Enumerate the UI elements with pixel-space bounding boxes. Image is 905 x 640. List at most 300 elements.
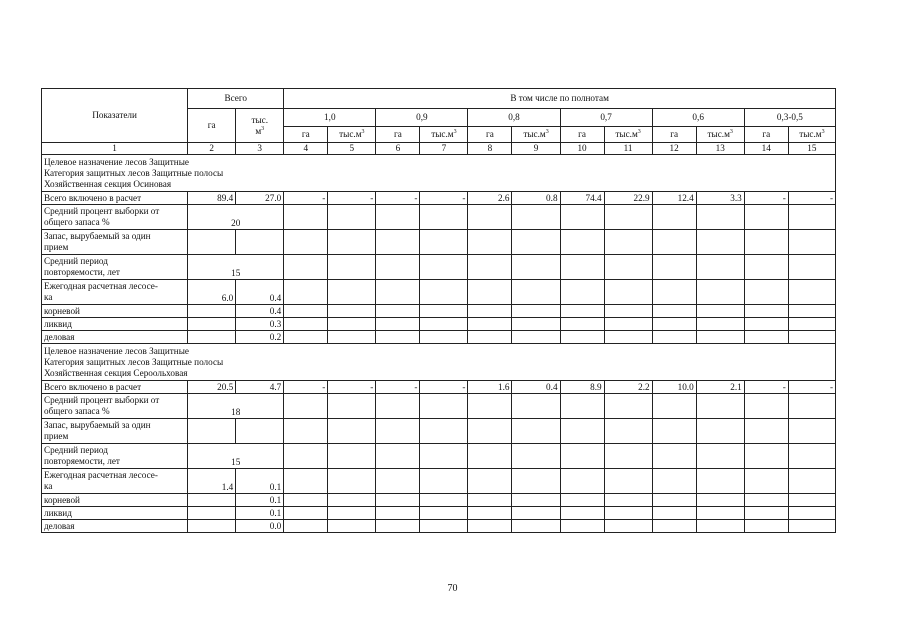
empty-cell: [512, 318, 560, 331]
column-number: 4: [284, 143, 328, 155]
row-label: корневой: [42, 305, 188, 318]
empty-cell: [604, 469, 652, 494]
density-0-9: 0,9: [376, 109, 468, 127]
empty-cell: [560, 318, 604, 331]
row-label: Всего включено в расчет: [42, 192, 188, 205]
empty-cell: [560, 507, 604, 520]
unit-ha: га: [468, 127, 512, 143]
empty-cell: [696, 305, 744, 318]
empty-cell: [744, 331, 788, 344]
section-info-row: [42, 155, 836, 192]
total-value: 2.2: [604, 381, 652, 394]
empty-cell: [512, 394, 560, 419]
empty-cell: [468, 507, 512, 520]
empty-cell: [420, 394, 468, 419]
unit-ha: га: [744, 127, 788, 143]
empty-cell: [788, 520, 835, 533]
empty-cell: [468, 444, 512, 469]
unit-thousand-m3-label: тыс.м: [799, 129, 822, 139]
empty-cell: [468, 331, 512, 344]
empty-cell: [284, 205, 328, 230]
empty-cell: [512, 230, 560, 255]
empty-cell: [284, 331, 328, 344]
empty-cell: [560, 520, 604, 533]
empty-cell: [468, 255, 512, 280]
empty-cell: [376, 444, 420, 469]
unit-ha: га: [560, 127, 604, 143]
unit-thousand-m3: [420, 127, 468, 143]
row-label: [42, 469, 188, 494]
empty-cell: [652, 280, 696, 305]
unit-thousand-m3: [696, 127, 744, 143]
empty-cell: [284, 469, 328, 494]
empty-cell: [560, 280, 604, 305]
header-by-density: В том числе по полнотам: [284, 89, 836, 109]
empty-cell: [420, 520, 468, 533]
empty-cell: [652, 318, 696, 331]
avg-percent-value: 18: [188, 394, 284, 419]
empty-cell: [696, 494, 744, 507]
liquid-row: [42, 318, 836, 331]
empty-cell: [560, 419, 604, 444]
total-value: -: [788, 381, 835, 394]
allowable-cut-table: [41, 88, 836, 533]
empty-cell: [788, 394, 835, 419]
empty-cell: [420, 280, 468, 305]
total-value: 89.4: [188, 192, 236, 205]
empty-cell: [236, 230, 284, 255]
empty-cell: [284, 305, 328, 318]
empty-cell: [512, 469, 560, 494]
empty-cell: [376, 507, 420, 520]
empty-cell: [376, 205, 420, 230]
empty-cell: [376, 230, 420, 255]
total-value: -: [744, 192, 788, 205]
empty-cell: [560, 394, 604, 419]
empty-cell: [696, 331, 744, 344]
empty-cell: [284, 230, 328, 255]
unit-thousand-m3: [604, 127, 652, 143]
empty-cell: [696, 394, 744, 419]
section-info-line: Хозяйственная секция Осиновая: [44, 178, 172, 189]
total-value: -: [420, 381, 468, 394]
empty-cell: [788, 255, 835, 280]
empty-cell: [328, 419, 376, 444]
row-label-line1: Средний период: [44, 445, 108, 455]
unit-thousand-m3: [328, 127, 376, 143]
empty-cell: [420, 331, 468, 344]
empty-cell: [560, 205, 604, 230]
unit-thousand-m3: [512, 127, 560, 143]
empty-cell: [420, 318, 468, 331]
liquid-row: [42, 507, 836, 520]
empty-cell: [328, 280, 376, 305]
total-value: -: [284, 192, 328, 205]
total-included-row: [42, 381, 836, 394]
empty-cell: [788, 205, 835, 230]
empty-cell: [284, 507, 328, 520]
empty-cell: [328, 394, 376, 419]
annual-cut-row: [42, 469, 836, 494]
empty-cell: [560, 469, 604, 494]
business-row: [42, 331, 836, 344]
total-value: -: [788, 192, 835, 205]
empty-cell: [652, 494, 696, 507]
empty-cell: [328, 444, 376, 469]
empty-cell: [468, 419, 512, 444]
empty-cell: [604, 520, 652, 533]
empty-cell: [696, 205, 744, 230]
empty-cell: [376, 469, 420, 494]
empty-cell: [328, 331, 376, 344]
empty-cell: [604, 280, 652, 305]
empty-cell: [604, 305, 652, 318]
liquid-value: 0.3: [236, 318, 284, 331]
total-value: 27.0: [236, 192, 284, 205]
avg-percent-row: [42, 394, 836, 419]
empty-cell: [788, 444, 835, 469]
root-value: 0.4: [236, 305, 284, 318]
empty-cell: [468, 230, 512, 255]
empty-cell: [744, 419, 788, 444]
unit-thousand-m3-label: тыс.м: [431, 129, 454, 139]
empty-cell: [284, 394, 328, 419]
empty-cell: [744, 255, 788, 280]
empty-cell: [696, 507, 744, 520]
column-number: 15: [788, 143, 835, 155]
empty-cell: [376, 318, 420, 331]
empty-cell: [284, 444, 328, 469]
superscript-3: 3: [821, 128, 825, 135]
empty-cell: [376, 331, 420, 344]
column-number: 2: [188, 143, 236, 155]
empty-cell: [512, 520, 560, 533]
empty-cell: [420, 419, 468, 444]
column-number: 6: [376, 143, 420, 155]
total-value: 22.9: [604, 192, 652, 205]
empty-cell: [328, 469, 376, 494]
empty-cell: [744, 507, 788, 520]
row-label-line2: ка: [44, 481, 53, 491]
empty-cell: [328, 255, 376, 280]
row-label: корневой: [42, 494, 188, 507]
stock-per-harvest-row: [42, 419, 836, 444]
total-included-row: [42, 192, 836, 205]
empty-cell: [376, 419, 420, 444]
total-value: 1.6: [468, 381, 512, 394]
header-total-m3-line2: м: [255, 125, 262, 136]
unit-thousand-m3-label: тыс.м: [615, 129, 638, 139]
section-info-line: Категория защитных лесов Защитные полосы: [44, 356, 224, 367]
empty-cell: [512, 444, 560, 469]
empty-cell: [788, 419, 835, 444]
empty-cell: [604, 205, 652, 230]
empty-cell: [236, 419, 284, 444]
empty-cell: [188, 305, 236, 318]
total-value: 0.8: [512, 192, 560, 205]
density-0-8: 0,8: [468, 109, 560, 127]
empty-cell: [512, 419, 560, 444]
empty-cell: [284, 318, 328, 331]
business-value: 0.2: [236, 331, 284, 344]
empty-cell: [744, 230, 788, 255]
total-value: 12.4: [652, 192, 696, 205]
empty-cell: [420, 507, 468, 520]
total-value: 2.6: [468, 192, 512, 205]
empty-cell: [652, 444, 696, 469]
empty-cell: [188, 494, 236, 507]
empty-cell: [788, 230, 835, 255]
empty-cell: [604, 507, 652, 520]
section-info-row: [42, 344, 836, 381]
total-value: -: [376, 381, 420, 394]
column-number: 7: [420, 143, 468, 155]
total-value: 2.1: [696, 381, 744, 394]
empty-cell: [512, 494, 560, 507]
empty-cell: [328, 230, 376, 255]
empty-cell: [560, 331, 604, 344]
row-label: [42, 394, 188, 419]
business-row: [42, 520, 836, 533]
row-label-line2: ка: [44, 292, 53, 302]
empty-cell: [560, 305, 604, 318]
row-label-line2: общего запаса %: [44, 217, 110, 227]
empty-cell: [604, 394, 652, 419]
row-label-line1: Средний процент выборки от: [44, 395, 160, 405]
empty-cell: [788, 494, 835, 507]
row-label: [42, 444, 188, 469]
density-1-0: 1,0: [284, 109, 376, 127]
empty-cell: [604, 230, 652, 255]
empty-cell: [652, 507, 696, 520]
row-label: ликвид: [42, 318, 188, 331]
empty-cell: [604, 494, 652, 507]
empty-cell: [652, 305, 696, 318]
column-number: 9: [512, 143, 560, 155]
empty-cell: [744, 394, 788, 419]
empty-cell: [328, 520, 376, 533]
empty-cell: [328, 318, 376, 331]
period-value: 15: [188, 255, 284, 280]
empty-cell: [512, 305, 560, 318]
total-value: -: [284, 381, 328, 394]
root-row: [42, 305, 836, 318]
period-row: [42, 255, 836, 280]
empty-cell: [652, 394, 696, 419]
empty-cell: [744, 205, 788, 230]
column-number: 10: [560, 143, 604, 155]
row-label-line2: повторяемости, лет: [44, 456, 120, 466]
empty-cell: [652, 230, 696, 255]
column-number: 13: [696, 143, 744, 155]
empty-cell: [188, 230, 236, 255]
section-info-line: Категория защитных лесов Защитные полосы: [44, 167, 224, 178]
empty-cell: [420, 444, 468, 469]
empty-cell: [652, 255, 696, 280]
total-value: 0.4: [512, 381, 560, 394]
total-value: 20.5: [188, 381, 236, 394]
row-label: [42, 419, 188, 444]
empty-cell: [468, 280, 512, 305]
empty-cell: [188, 318, 236, 331]
empty-cell: [604, 318, 652, 331]
empty-cell: [420, 469, 468, 494]
row-label-line1: Запас, вырубаемый за один: [44, 420, 151, 430]
empty-cell: [560, 494, 604, 507]
row-label-line2: прием: [44, 431, 69, 441]
header-total-ha: га: [188, 109, 236, 143]
empty-cell: [284, 419, 328, 444]
empty-cell: [284, 494, 328, 507]
superscript-3: 3: [545, 128, 549, 135]
empty-cell: [744, 444, 788, 469]
liquid-value: 0.1: [236, 507, 284, 520]
empty-cell: [376, 394, 420, 419]
empty-cell: [696, 520, 744, 533]
row-label-line1: Средний процент выборки от: [44, 206, 160, 216]
empty-cell: [788, 331, 835, 344]
empty-cell: [604, 331, 652, 344]
column-number: 1: [42, 143, 188, 155]
empty-cell: [560, 444, 604, 469]
row-label: Всего включено в расчет: [42, 381, 188, 394]
density-0-3-0-5: 0,3-0,5: [744, 109, 835, 127]
empty-cell: [188, 331, 236, 344]
superscript-3: 3: [453, 128, 457, 135]
empty-cell: [788, 305, 835, 318]
row-label-line1: Запас, вырубаемый за один: [44, 231, 151, 241]
stock-per-harvest-row: [42, 230, 836, 255]
section-info-line: Хозяйственная секция Сероольховая: [44, 367, 188, 378]
superscript-3: 3: [729, 128, 733, 135]
total-value: 74.4: [560, 192, 604, 205]
empty-cell: [604, 419, 652, 444]
unit-thousand-m3-label: тыс.м: [339, 129, 362, 139]
section-info-line: Целевое назначение лесов Защитные: [44, 156, 189, 167]
root-value: 0.1: [236, 494, 284, 507]
empty-cell: [376, 494, 420, 507]
empty-cell: [696, 419, 744, 444]
empty-cell: [604, 255, 652, 280]
total-value: -: [744, 381, 788, 394]
unit-ha: га: [284, 127, 328, 143]
empty-cell: [604, 444, 652, 469]
column-number: 14: [744, 143, 788, 155]
empty-cell: [744, 520, 788, 533]
row-label: [42, 205, 188, 230]
column-number: 12: [652, 143, 696, 155]
unit-thousand-m3-label: тыс.м: [707, 129, 730, 139]
empty-cell: [696, 318, 744, 331]
empty-cell: [420, 230, 468, 255]
empty-cell: [652, 520, 696, 533]
row-label: деловая: [42, 520, 188, 533]
empty-cell: [652, 205, 696, 230]
empty-cell: [468, 469, 512, 494]
unit-ha: га: [652, 127, 696, 143]
total-value: 10.0: [652, 381, 696, 394]
empty-cell: [744, 494, 788, 507]
section-info: [42, 344, 836, 381]
superscript-3: 3: [361, 128, 365, 135]
annual-cut-row: [42, 280, 836, 305]
avg-percent-value: 20: [188, 205, 284, 230]
row-label: ликвид: [42, 507, 188, 520]
empty-cell: [744, 305, 788, 318]
empty-cell: [468, 305, 512, 318]
empty-cell: [744, 469, 788, 494]
empty-cell: [376, 305, 420, 318]
empty-cell: [328, 494, 376, 507]
header-indicators: Показатели: [42, 89, 188, 143]
empty-cell: [420, 255, 468, 280]
annual-m3-value: 0.4: [236, 280, 284, 305]
superscript-3: 3: [261, 125, 265, 132]
empty-cell: [652, 469, 696, 494]
row-label: [42, 280, 188, 305]
empty-cell: [696, 444, 744, 469]
annual-ha-value: 1.4: [188, 469, 236, 494]
period-row: [42, 444, 836, 469]
header-row-1: [42, 89, 836, 109]
empty-cell: [512, 255, 560, 280]
empty-cell: [652, 419, 696, 444]
annual-ha-value: 6.0: [188, 280, 236, 305]
empty-cell: [744, 318, 788, 331]
empty-cell: [512, 280, 560, 305]
header-total-m3: [236, 109, 284, 143]
row-label-line1: Ежегодная расчетная лесосе-: [44, 470, 158, 480]
total-value: 4.7: [236, 381, 284, 394]
unit-ha: га: [376, 127, 420, 143]
empty-cell: [512, 205, 560, 230]
empty-cell: [560, 255, 604, 280]
empty-cell: [788, 318, 835, 331]
empty-cell: [744, 280, 788, 305]
empty-cell: [376, 280, 420, 305]
empty-cell: [420, 494, 468, 507]
empty-cell: [696, 255, 744, 280]
empty-cell: [696, 230, 744, 255]
row-label: [42, 255, 188, 280]
column-number: 3: [236, 143, 284, 155]
empty-cell: [468, 205, 512, 230]
empty-cell: [284, 280, 328, 305]
empty-cell: [420, 305, 468, 318]
empty-cell: [468, 394, 512, 419]
empty-cell: [284, 520, 328, 533]
avg-percent-row: [42, 205, 836, 230]
empty-cell: [788, 469, 835, 494]
density-0-6: 0,6: [652, 109, 744, 127]
row-label-line1: Средний период: [44, 256, 108, 266]
empty-cell: [188, 520, 236, 533]
total-value: -: [328, 192, 376, 205]
empty-cell: [696, 280, 744, 305]
page-number: 70: [447, 583, 458, 594]
empty-cell: [696, 469, 744, 494]
unit-thousand-m3-label: тыс.м: [523, 129, 546, 139]
row-label: деловая: [42, 331, 188, 344]
column-number: 11: [604, 143, 652, 155]
empty-cell: [328, 507, 376, 520]
header-total-m3-line1: тыс.: [251, 114, 269, 125]
unit-thousand-m3: [788, 127, 835, 143]
density-0-7: 0,7: [560, 109, 652, 127]
annual-m3-value: 0.1: [236, 469, 284, 494]
empty-cell: [788, 507, 835, 520]
business-value: 0.0: [236, 520, 284, 533]
